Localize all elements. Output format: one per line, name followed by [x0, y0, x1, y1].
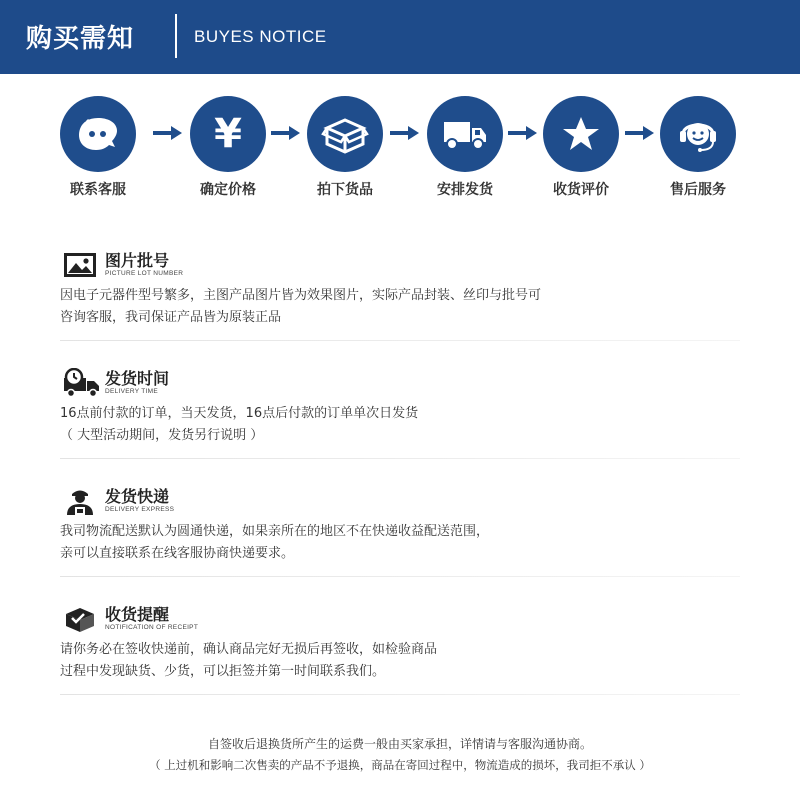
page-title: 购买需知 — [26, 24, 135, 54]
step-receive-review — [526, 96, 636, 199]
step-label: 拍下货品 — [317, 182, 373, 198]
notice-title-cn: 收货提醒 — [105, 605, 170, 624]
package-receipt-icon — [62, 604, 98, 634]
courier-icon — [62, 486, 98, 516]
step-confirm-price — [173, 96, 283, 199]
notice-text-line: 我司物流配送默认为圆通快递，如果亲所在的地区不在快递收益配送范围， — [60, 524, 490, 539]
purchase-process — [0, 0, 800, 210]
footer-note-line1: 自签收后退换货所产生的运费一般由买家承担，详情请与客服沟通协商。 — [207, 737, 592, 751]
step-contact-service — [43, 96, 153, 199]
delivery-clock-icon — [62, 368, 102, 398]
notice-title-cn: 图片批号 — [105, 251, 170, 270]
notice-title — [60, 602, 360, 638]
notice-text-line: 咨询客服，我司保证产品皆为原装正品 — [60, 310, 282, 325]
section-divider — [60, 458, 740, 459]
star-icon — [543, 96, 619, 172]
headset-icon — [660, 96, 736, 172]
yen-icon: ¥ — [190, 96, 266, 172]
notice-title-cn: 发货快递 — [105, 487, 170, 506]
step-label: 售后服务 — [670, 182, 726, 198]
step-label: 安排发货 — [437, 182, 493, 198]
notice-text-line: 过程中发现缺货、少货，可以拒签并第一时间联系我们。 — [60, 664, 386, 679]
notice-text-line: 因电子元器件型号繁多，主图产品图片皆为效果图片，实际产品封装、丝印与批号可 — [60, 288, 542, 303]
notice-text-line: （ 大型活动期间，发货另行说明 ） — [60, 428, 264, 443]
notice-title-en: DELIVERY TIME — [105, 388, 159, 395]
image-icon — [62, 250, 98, 280]
box-icon — [307, 96, 383, 172]
notice-title-en: PICTURE LOT NUMBER — [105, 270, 184, 277]
section-divider — [60, 694, 740, 695]
notice-title — [60, 248, 360, 284]
step-label: 联系客服 — [70, 182, 126, 198]
truck-icon — [427, 96, 503, 172]
page-subtitle: BUYES NOTICE — [194, 27, 327, 46]
footer-note-line2: （ 上过机和影响二次售卖的产品不予退换，商品在寄回过程中，物流造成的损坏，我司拒不承认 ） — [149, 758, 651, 772]
notice-title-en: DELIVERY EXPRESS — [105, 506, 175, 513]
step-after-sales — [643, 96, 753, 199]
section-divider — [60, 340, 740, 341]
notice-text-line: 16点前付款的订单，当天发货，16点后付款的订单单次日发货 — [60, 406, 419, 421]
notice-title — [60, 484, 360, 520]
step-label: 确定价格 — [200, 182, 256, 198]
notice-title — [60, 366, 360, 402]
step-arrange-shipping — [410, 96, 520, 199]
notice-title-en: NOTIFICATION OF RECEIPT — [105, 624, 199, 631]
notice-text-line: 亲可以直接联系在线客服协商快递要求。 — [60, 546, 295, 561]
notice-text-line: 请你务必在签收快递前，确认商品完好无损后再签收，如检验商品 — [60, 642, 438, 657]
section-divider — [60, 576, 740, 577]
notice-title-cn: 发货时间 — [105, 369, 170, 388]
chat-face-icon — [60, 96, 136, 172]
step-place-order — [290, 96, 400, 199]
step-label: 收货评价 — [553, 182, 609, 198]
